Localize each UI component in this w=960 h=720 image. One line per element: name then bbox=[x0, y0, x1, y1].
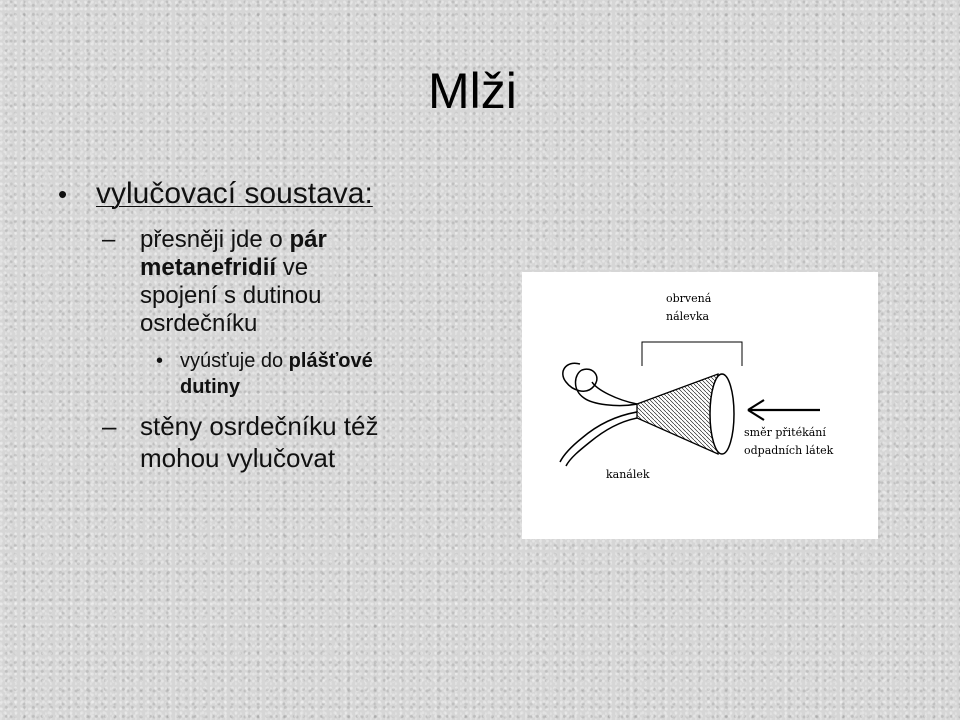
label-flow-2: odpadních látek bbox=[744, 444, 834, 457]
funnel-bracket bbox=[642, 342, 742, 366]
slide-title: Mlži bbox=[428, 63, 517, 119]
diagram-svg bbox=[522, 272, 878, 539]
canal-coil-shape bbox=[563, 363, 637, 405]
label-funnel-2: nálevka bbox=[666, 310, 710, 323]
bullet-main-text: vylučovací soustava: bbox=[96, 177, 373, 210]
slide-content bbox=[58, 176, 498, 474]
sub1-line4: osrdečníku bbox=[140, 310, 258, 337]
bullet-dot-icon: • bbox=[58, 179, 68, 209]
canal-tail-inner bbox=[560, 412, 637, 462]
small-bullet-icon: • bbox=[156, 350, 164, 372]
flow-arrow-icon bbox=[748, 400, 820, 420]
sub-bullet-metanefridie bbox=[58, 226, 498, 338]
sub1-line3: spojení s dutinou bbox=[140, 282, 322, 309]
dash-icon: – bbox=[102, 411, 117, 441]
funnel-cone-shape bbox=[637, 374, 718, 454]
sub1-pre: přesněji jde o bbox=[140, 226, 290, 253]
canal-tube-upper bbox=[592, 382, 637, 404]
sub1-post1: ve bbox=[276, 254, 309, 281]
bullet-main bbox=[58, 176, 498, 212]
dash-icon: – bbox=[102, 226, 116, 253]
sub1-1-line2: dutiny bbox=[180, 376, 240, 398]
funnel-mouth-shape bbox=[710, 374, 734, 454]
label-flow-1: směr přitékání bbox=[744, 426, 826, 439]
label-canal: kanálek bbox=[606, 468, 650, 481]
sub1-1-pre: vyúsťuje do bbox=[180, 350, 289, 372]
sub-sub-bullet-dutiny bbox=[58, 348, 498, 400]
sub2-line1: stěny osrdečníku též bbox=[140, 411, 379, 441]
sub-bullet-osrdecnik bbox=[58, 410, 520, 474]
metanephridium-diagram bbox=[522, 272, 878, 539]
sub1-bold1: pár bbox=[289, 226, 327, 253]
sub1-1-bold: plášťové bbox=[288, 350, 373, 372]
sub2-line2: mohou vylučovat bbox=[140, 443, 336, 473]
sub1-bold2: metanefridií bbox=[140, 254, 277, 281]
label-funnel-1: obrvená bbox=[666, 292, 712, 305]
